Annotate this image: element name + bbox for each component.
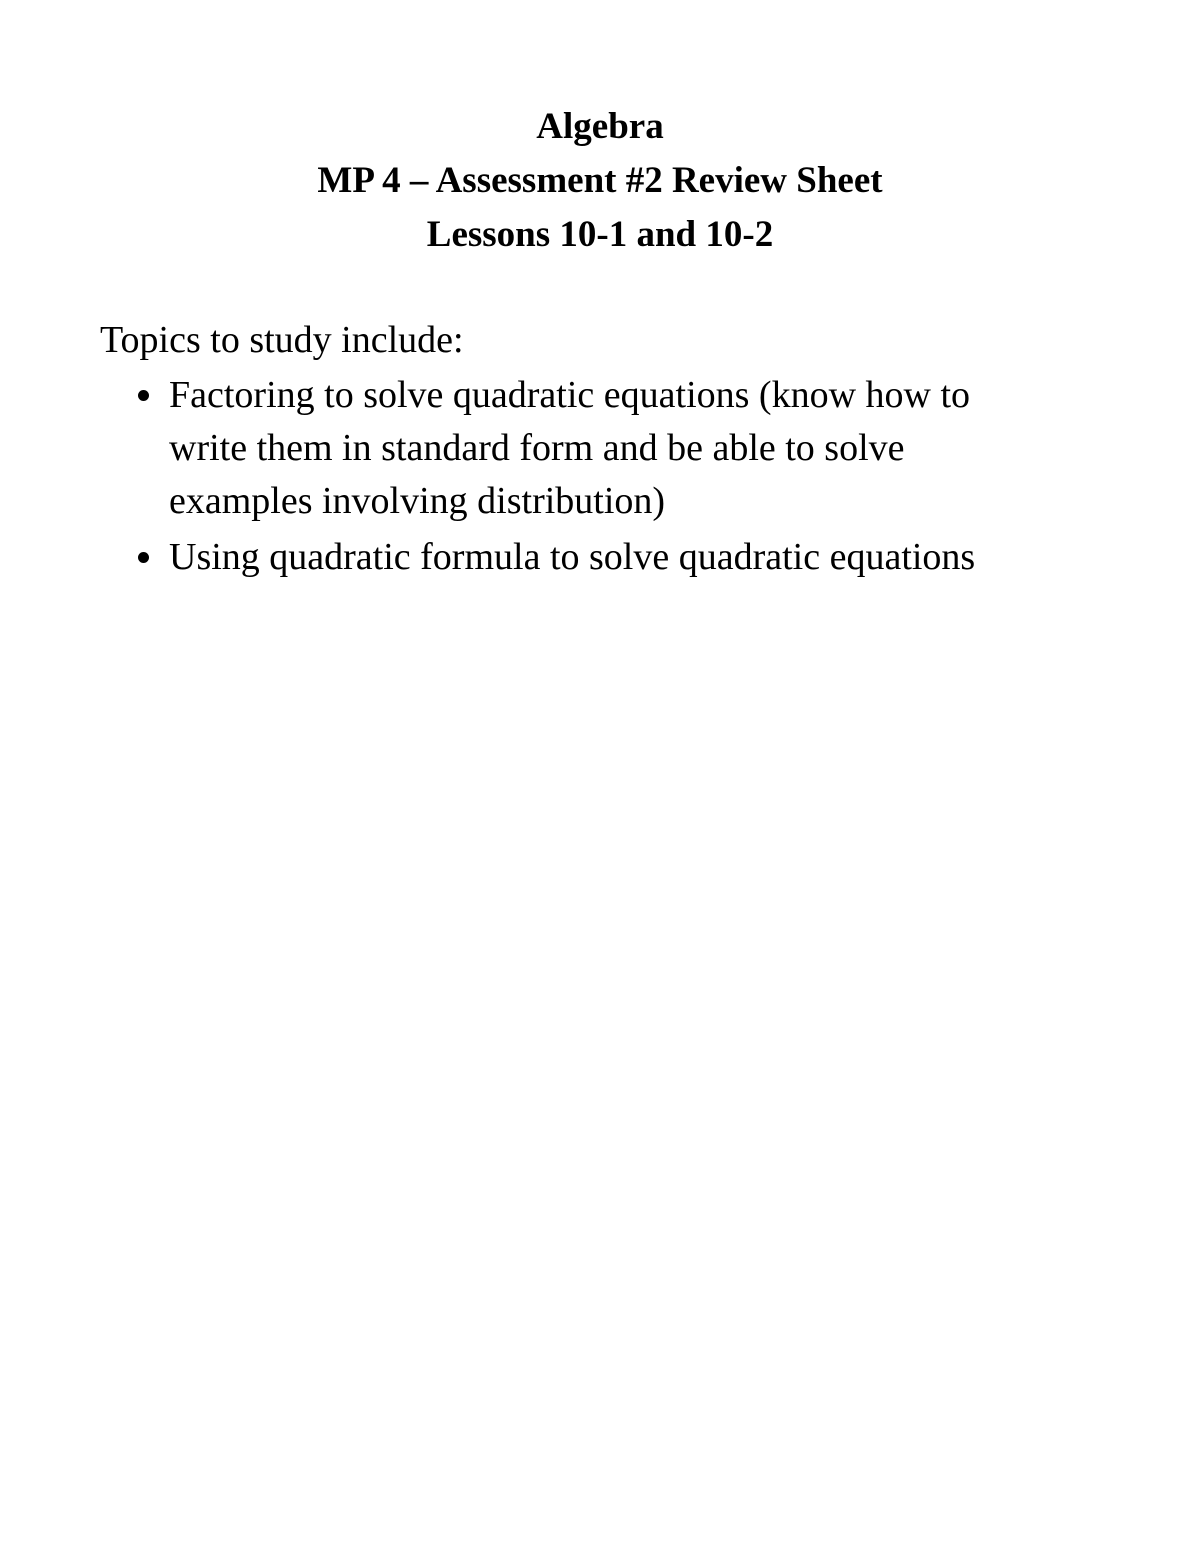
topic-text-line: Using quadratic formula to solve quadratic equations <box>169 536 976 578</box>
bullet-icon <box>138 552 149 563</box>
document-header <box>0 100 1200 262</box>
assessment-title: MP 4 – Assessment #2 Review Sheet <box>317 160 883 201</box>
topic-text-line: write them in standard form and be able to solve <box>169 427 905 469</box>
topics-intro: Topics to study include: <box>100 319 464 361</box>
topic-text-line: examples involving distribution) <box>169 480 666 522</box>
course-title: Algebra <box>536 106 664 147</box>
bullet-icon <box>138 390 149 401</box>
topic-text-line: Factoring to solve quadratic equations (know how to <box>169 374 971 416</box>
lessons-title: Lessons 10-1 and 10-2 <box>426 214 774 255</box>
topic-item-quadratic-formula <box>100 531 1100 584</box>
topic-item-factoring <box>100 369 1100 528</box>
topics-list <box>100 369 1100 587</box>
